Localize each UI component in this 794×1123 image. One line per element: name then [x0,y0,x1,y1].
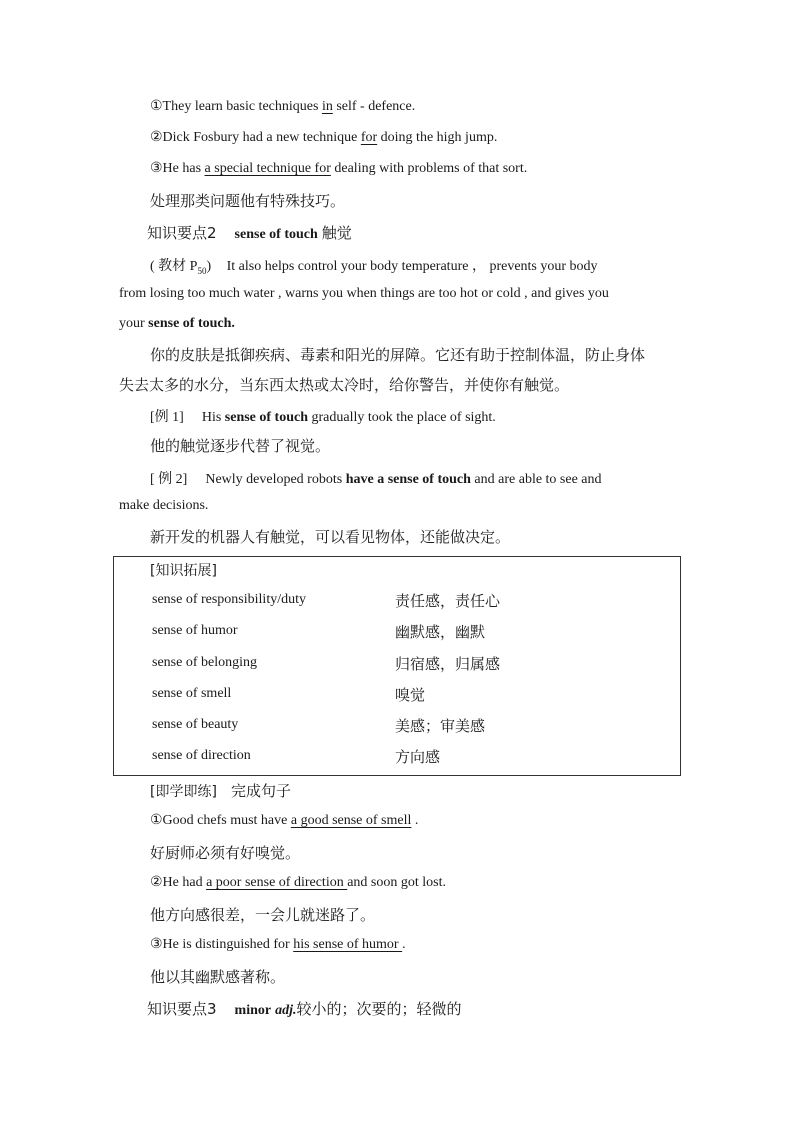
example-sentence-1: ①They learn basic techniques in self - defence. [150,99,416,114]
passage-translation-1: 你的皮肤是抵御疾病、毒素和阳光的屏障。它还有助于控制体温，防止身体 [150,346,646,364]
section-heading-point3: 知识要点3 minor adj.较小的；次要的；轻微的 [147,1000,462,1018]
expansion-row-cn: 幽默感，幽默 [395,623,486,641]
textbook-source: ( 教材 $P_{50}$) [150,259,212,276]
expansion-row-en: sense of direction [152,748,251,763]
expansion-row-cn: 责任感，责任心 [395,592,501,610]
section-heading-point2: 知识要点2 sense of touch 触觉 [147,224,352,242]
passage-line-3: your sense of touch. [119,316,235,331]
practice-translation-1: 好厨师必须有好嗅觉。 [150,844,301,862]
expansion-row-en: sense of responsibility/duty [152,592,306,607]
expansion-row-cn: 归宿感，归属感 [395,655,501,673]
expansion-row-en: sense of smell [152,686,232,701]
example-2-line-2: make decisions. [119,498,209,513]
example-2-translation: 新开发的机器人有触觉，可以看见物体，还能做决定。 [150,528,511,546]
example-2: [ 例 2] Newly developed robots have a sense of touch and are able to see and [150,472,602,487]
expansion-row-cn: 美感；审美感 [395,717,486,735]
answer-blank: his sense of humor [293,937,403,952]
example-sentence-2: ②Dick Fosbury had a new technique for doing the high jump. [150,130,498,145]
passage-line-2: from losing too much water , warns you when things are too hot or cold , and gives you [119,286,609,301]
example-sentence-3: ③He has a special technique for dealing with problems of that sort. [150,161,528,176]
practice-question-1: ①Good chefs must have a good sense of smell . [150,813,419,828]
practice-question-2: ②He had a poor sense of direction and soon got lost. [150,875,446,890]
example-1: [例 1] His sense of touch gradually took the place of sight. [150,410,496,425]
expansion-title: [知识拓展] [150,563,217,579]
example-1-translation: 他的触觉逐步代替了视觉。 [150,437,331,455]
expansion-row-en: sense of belonging [152,655,257,670]
answer-blank: a good sense of smell [290,813,412,828]
passage-line-1: ( 教材 $P_{50}$) It also helps control your body temperature ， prevents your body [150,259,598,276]
passage-translation-2: 失去太多的水分，当东西太热或太冷时，给你警告，并使你有触觉。 [119,376,570,394]
practice-question-3: ③He is distinguished for his sense of humor . [150,937,406,952]
expansion-row-cn: 嗅觉 [395,686,426,704]
example-translation-3: 处理那类问题他有特殊技巧。 [150,192,346,210]
expansion-row-en: sense of beauty [152,717,239,732]
practice-translation-2: 他方向感很差，一会儿就迷路了。 [150,906,376,924]
answer-blank: a poor sense of direction [206,875,348,890]
practice-heading: [即学即练] 完成句子 [150,782,291,800]
expansion-row-en: sense of humor [152,623,238,638]
practice-translation-3: 他以其幽默感著称。 [150,968,286,986]
expansion-row-cn: 方向感 [395,748,441,766]
